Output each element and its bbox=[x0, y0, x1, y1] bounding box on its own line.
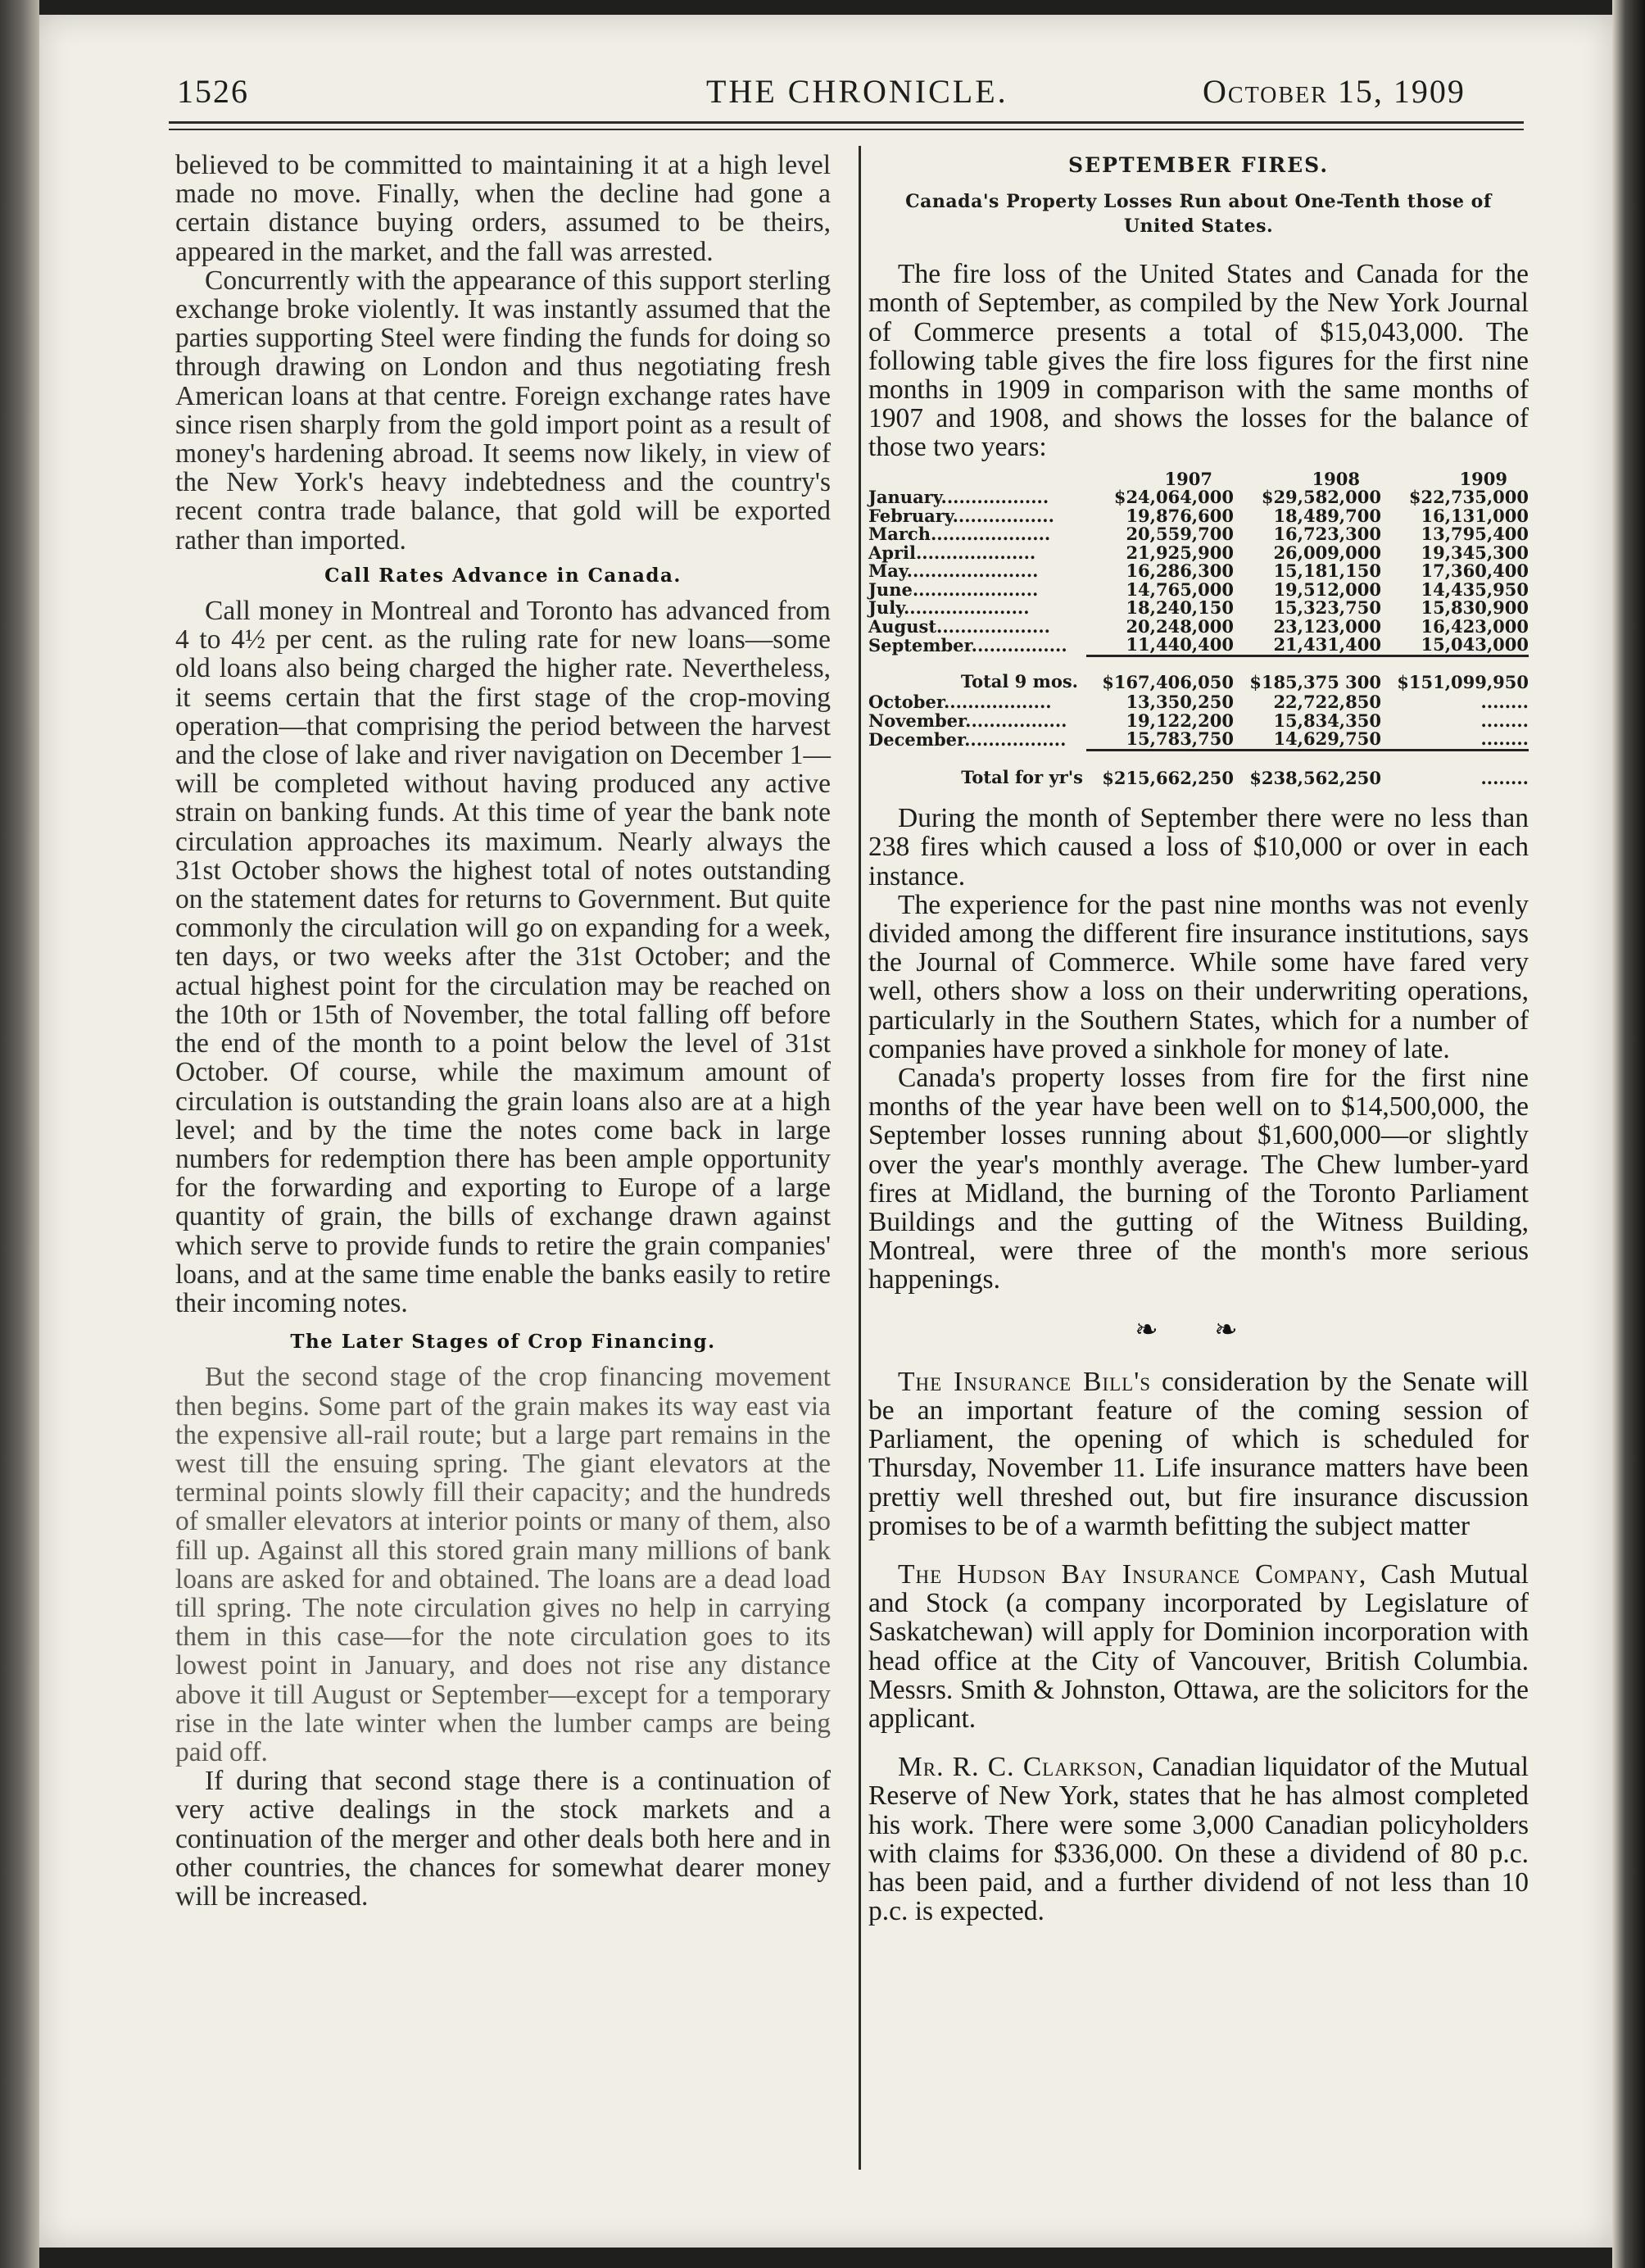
item-insurance-bill-lead: The Insurance Bill's bbox=[898, 1366, 1152, 1397]
item-hudson-bay bbox=[868, 1560, 1529, 1733]
value-1909: $22,735,000 bbox=[1408, 487, 1529, 508]
value-1907: 19,122,200 bbox=[1126, 710, 1234, 731]
right-paragraph-1: The fire loss of the United States and Canada for the month of September, as compiled by the New York Journal of Commerce presents a total of $15,043,000. The following table gives the fire loss figures for the first nine months in 1909 in comparison with the same months of 1907 and 1908, and shows the losses for the balance of those two years: bbox=[868, 259, 1529, 463]
left-paragraph-2: Concurrently with the appearance of this support sterling exchange broke violently. It was instantly assumed that the parties supporting Steel were finding the funds for doing so through drawing on London and thus negotiating fresh American loans at that centre. Foreign exchange rates have since risen sharply from the gold import point as a result of money's hardening abroad. It seems now likely, in view of the New York's heavy indebtedness and the country's recent contra trade balance, that gold will be exported rather than imported. bbox=[175, 265, 831, 556]
header-rule-thin bbox=[169, 129, 1524, 130]
value-1908: 15,181,150 bbox=[1273, 560, 1381, 582]
year-1907-header: 1907 bbox=[1164, 468, 1212, 489]
total-year-1909: ........ bbox=[1381, 750, 1529, 797]
right-paragraph-4: Canada's property losses from fire for the first nine months of the year have been well on to $14,500,000, the September losses running about $1,600,000—or slightly over the year's monthly average. The Chew lumber-yard fires at Midland, the burning of the Toronto Parliament Buildings and the gutting of the Witness Building, Montreal, were three of the month's more serious happenings. bbox=[868, 1062, 1529, 1295]
year-1909-header: 1909 bbox=[1459, 468, 1507, 489]
page-right-edge bbox=[1612, 0, 1645, 2268]
value-1908: 21,431,400 bbox=[1273, 634, 1381, 655]
value-1908: 14,629,750 bbox=[1273, 728, 1381, 750]
header-rule bbox=[169, 121, 1524, 124]
value-1907: 15,783,750 bbox=[1126, 728, 1234, 750]
table-row bbox=[868, 599, 1529, 618]
value-1907: 21,925,900 bbox=[1126, 542, 1234, 563]
left-column bbox=[175, 151, 831, 1911]
total-9-label: Total 9 mos. bbox=[960, 670, 1078, 692]
article-deck: Canada's Property Losses Run about One-Tenth those of United States. bbox=[905, 191, 1492, 238]
month-label: September................ bbox=[868, 634, 1067, 655]
table-header-row bbox=[868, 470, 1529, 489]
total-9-1909: $151,099,950 bbox=[1381, 655, 1529, 693]
total-year-label: Total for yr's bbox=[961, 766, 1083, 787]
month-label: May...................... bbox=[868, 560, 1039, 582]
month-label: December................. bbox=[868, 728, 1067, 750]
value-1907: 19,876,600 bbox=[1126, 505, 1234, 526]
left-subhead-crop-financing: The Later Stages of Crop Financing. bbox=[290, 1331, 716, 1354]
value-1907: 14,765,000 bbox=[1126, 578, 1234, 600]
value-1908: 19,512,000 bbox=[1273, 578, 1381, 600]
value-1909: ........ bbox=[1480, 710, 1529, 731]
item-insurance-bill-body: consideration by the Senate will be an important feature of the coming session of Parliament, the opening of which is scheduled for Thursday, November 11. Life insurance matters have been prettiy well threshed out, but fire insurance discussion promises to be of a warmth befitting the subject matter bbox=[868, 1366, 1529, 1541]
month-rows bbox=[868, 488, 1529, 655]
issue-date: October 15, 1909 bbox=[1203, 73, 1466, 110]
table-row bbox=[868, 693, 1529, 712]
value-1909: 15,043,000 bbox=[1421, 634, 1529, 655]
value-1907: 18,240,150 bbox=[1126, 597, 1234, 619]
total-year-1908: $238,562,250 bbox=[1234, 750, 1381, 797]
masthead: THE CHRONICLE. bbox=[706, 73, 1008, 110]
value-1907: 20,559,700 bbox=[1126, 524, 1234, 545]
value-1909: 13,795,400 bbox=[1421, 524, 1529, 545]
total-9-1908: $185,375 300 bbox=[1234, 655, 1381, 693]
value-1909: 14,435,950 bbox=[1421, 578, 1529, 600]
value-1909: ........ bbox=[1480, 728, 1529, 750]
item-hudson-bay-body: Cash Mutual and Stock (a company incorporated by Legislature of Saskatchewan) will apply for Dominion incorporation with head office at the City of Vancouver, British Columbia. Messrs. Smith & Johnston, Ottawa, are the solicitors for the applicant. bbox=[868, 1559, 1529, 1735]
table-row-total-year bbox=[868, 750, 1529, 797]
value-1908: 16,723,300 bbox=[1273, 524, 1381, 545]
right-paragraph-3: The experience for the past nine months was not evenly divided among the different fire insurance institutions, says the Journal of Commerce. While some have fared very well, others show a loss on their underwriting operations, particularly in the Southern States, which for a number of companies have proved a sinkhole for money of late. bbox=[868, 889, 1529, 1064]
right-column bbox=[868, 151, 1529, 1926]
fleuron-ornament-icon: ❧ ❧ bbox=[1135, 1314, 1262, 1345]
total-9-1907: $167,406,050 bbox=[1086, 655, 1234, 693]
value-1907: $24,064,000 bbox=[1113, 487, 1234, 508]
fire-loss-table bbox=[868, 470, 1529, 798]
item-clarkson-lead: Mr. R. C. Clarkson, bbox=[898, 1752, 1145, 1783]
item-clarkson-body: Canadian liquidator of the Mutual Reserve of New York, states that he has almost completed his work. There were some 3,000 Canadian policyholders with claims for $336,000. On these a dividend of 80 p.c. has been paid, and a further dividend of not less than 10 p.c. is expected. bbox=[868, 1752, 1529, 1927]
item-insurance-bill bbox=[868, 1368, 1529, 1540]
value-1908: 26,009,000 bbox=[1273, 542, 1381, 563]
value-1907: 20,248,000 bbox=[1126, 615, 1234, 637]
month-label: November................. bbox=[868, 710, 1067, 731]
value-1909: 17,360,400 bbox=[1421, 560, 1529, 582]
total-year-1907: $215,662,250 bbox=[1086, 750, 1234, 797]
table-row-total-9-months bbox=[868, 655, 1529, 693]
right-paragraph-2: During the month of September there were no less than 238 fires which caused a loss of $10,000 or over in each instance. bbox=[868, 803, 1529, 891]
value-1907: 13,350,250 bbox=[1126, 692, 1234, 713]
table-row bbox=[868, 581, 1529, 600]
table-row bbox=[868, 636, 1529, 655]
later-month-rows bbox=[868, 693, 1529, 750]
item-clarkson bbox=[868, 1753, 1529, 1926]
table-row bbox=[868, 712, 1529, 731]
month-label: March.................... bbox=[868, 524, 1051, 545]
left-paragraph-4: But the second stage of the crop financing movement then begins. Some part of the grain makes its way east via the expensive all-rail route; but a large part remains in the west till the ensuing spring. The giant elevators at the terminal points slowly fill their capacity; and the hundreds of smaller elevators at interior points or many of them, also fill up. Against all this stored grain many millions of bank loans are asked for and obtained. The loans are a dead load till spring. The note circulation gives no help in carrying them in this case—for the note circulation goes to its lowest point in January, and does not rise any distance above it till August or September—except for a temporary rise in the late winter when the lumber camps are being paid off. bbox=[175, 1362, 831, 1767]
value-1909: 15,830,900 bbox=[1421, 597, 1529, 619]
left-paragraph-1: believed to be committed to maintaining it at a high level made no move. Finally, when the decline had gone a certain distance buying orders, assumed to be theirs, appeared in the market, and the fall was arrested. bbox=[175, 150, 831, 267]
left-subhead-call-rates: Call Rates Advance in Canada. bbox=[324, 564, 682, 587]
column-divider bbox=[859, 146, 861, 2170]
value-1908: 15,323,750 bbox=[1273, 597, 1381, 619]
table-row bbox=[868, 562, 1529, 581]
page-binding-edge bbox=[0, 0, 39, 2268]
table-row bbox=[868, 618, 1529, 637]
item-hudson-bay-lead: The Hudson Bay Insurance Company, bbox=[898, 1559, 1367, 1590]
month-label: February................. bbox=[868, 505, 1054, 526]
value-1909: 19,345,300 bbox=[1421, 542, 1529, 563]
value-1908: 18,489,700 bbox=[1273, 505, 1381, 526]
value-1907: 11,440,400 bbox=[1126, 634, 1234, 655]
left-paragraph-3: Call money in Montreal and Toronto has advanced from 4 to 4½ per cent. as the ruling rate for new loans—some old loans also being charged the higher rate. Nevertheless, it seems certain that the first stage of the crop-moving operation—that comprising the period between the harvest and the close of lake and river navigation on December 1—will be completed without having produced any active strain on banking funds. At this time of year the bank note circulation approaches its maximum. Nearly always the 31st October shows the highest total of notes outstanding on the statement dates for returns to Government. But quite commonly the circulation will go on expanding for a week, ten days, or two weeks after the 31st October; and the actual highest point for the circulation may be reached on the 10th or 15th of November, the total falling off before the end of the month to a point below the level of 31st October. Of course, while the maximum amount of circulation is outstanding the grain loans also are at a high level; and by the time the notes come back in large numbers for redemption there has been ample opportunity for the forwarding and exporting to Europe of a large quantity of grain, the bills of exchange drawn against which serve to provide funds to retire the grain companies' loans, and at the same time enable the banks easily to retire their incoming notes. bbox=[175, 596, 831, 1318]
month-label: April.................... bbox=[868, 542, 1036, 563]
value-1907: 16,286,300 bbox=[1126, 560, 1234, 582]
value-1909: 16,423,000 bbox=[1421, 615, 1529, 637]
page-number: 1526 bbox=[177, 73, 249, 110]
value-1909: 16,131,000 bbox=[1421, 505, 1529, 526]
month-label: January.................. bbox=[868, 487, 1049, 508]
value-1909: ........ bbox=[1480, 692, 1529, 713]
table-row bbox=[868, 488, 1529, 507]
value-1908: 22,722,850 bbox=[1273, 692, 1381, 713]
article-title: SEPTEMBER FIRES. bbox=[1067, 153, 1330, 177]
year-1908-header: 1908 bbox=[1312, 468, 1360, 489]
month-label: August................... bbox=[868, 615, 1050, 637]
month-label: October.................. bbox=[868, 692, 1052, 713]
table-row bbox=[868, 507, 1529, 526]
value-1908: $29,582,000 bbox=[1261, 487, 1381, 508]
value-1908: 15,834,350 bbox=[1273, 710, 1381, 731]
table-row bbox=[868, 544, 1529, 563]
table-row bbox=[868, 525, 1529, 544]
month-label: July..................... bbox=[868, 597, 1030, 619]
month-label: June..................... bbox=[868, 578, 1039, 600]
left-paragraph-5: If during that second stage there is a continuation of very active dealings in the stock markets and a continuation of the merger and other deals both here and in other countries, the chances for somewhat dearer money will be increased. bbox=[175, 1766, 831, 1912]
table-row bbox=[868, 730, 1529, 750]
value-1908: 23,123,000 bbox=[1273, 615, 1381, 637]
